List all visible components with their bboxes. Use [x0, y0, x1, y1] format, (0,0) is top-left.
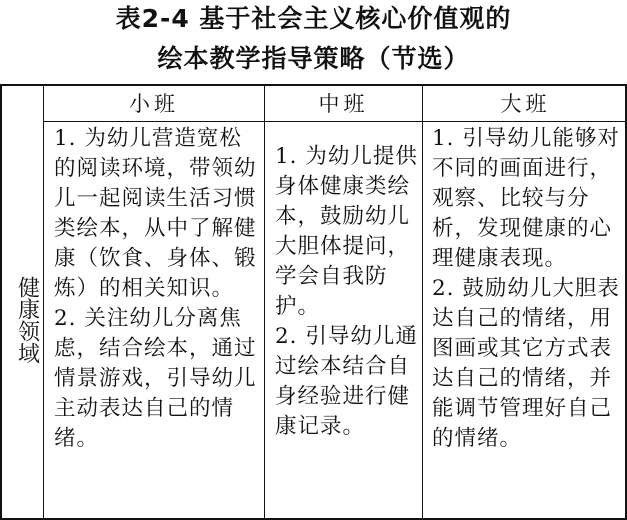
column-divider [264, 86, 265, 518]
strategy-item: 2. 引导幼儿通过绘本结合自身经验进行健康记录。 [275, 324, 418, 439]
column-divider [422, 86, 423, 518]
strategy-item: 1. 为幼儿营造宽松的阅读环境，带领幼儿一起阅读生活习惯类绘本，从中了解健康（饮食、身体、锻炼）的相关知识。 [54, 126, 257, 301]
table-title-line-2: 绘本教学指导策略（节选） [157, 44, 470, 73]
header-divider [43, 121, 625, 122]
row-header-cell [2, 122, 43, 518]
column-header-middle-class: 中班 [318, 92, 369, 116]
column-header-large-class: 大班 [500, 92, 551, 116]
strategy-item: 2. 鼓励幼儿大胆表达自己的情绪，用图画或其它方式表达自己的情绪，并能调节管理好自己的情绪。 [432, 276, 620, 451]
cell-large-class-health [432, 124, 625, 454]
cell-small-class-health [54, 124, 262, 454]
row-header-health-domain: 健康领域 [14, 276, 40, 364]
column-header-small-class: 小班 [129, 92, 179, 116]
cell-middle-class-health [275, 142, 420, 442]
strategy-item: 2. 关注幼儿分离焦虑，结合绘本，通过情景游戏，引导幼儿主动表达自己的情绪。 [54, 306, 257, 451]
strategy-item: 1. 为幼儿提供身体健康类绘本，鼓励幼儿大胆体提问，学会自我防护。 [275, 144, 418, 319]
column-divider [43, 86, 44, 518]
table-title-line-1: 表2-4 基于社会主义核心价值观的 [115, 4, 512, 33]
strategy-item: 1. 引导幼儿能够对不同的画面进行，观察、比较与分析，发现健康的心理健康表现。 [432, 126, 620, 271]
strategy-table [0, 84, 627, 520]
